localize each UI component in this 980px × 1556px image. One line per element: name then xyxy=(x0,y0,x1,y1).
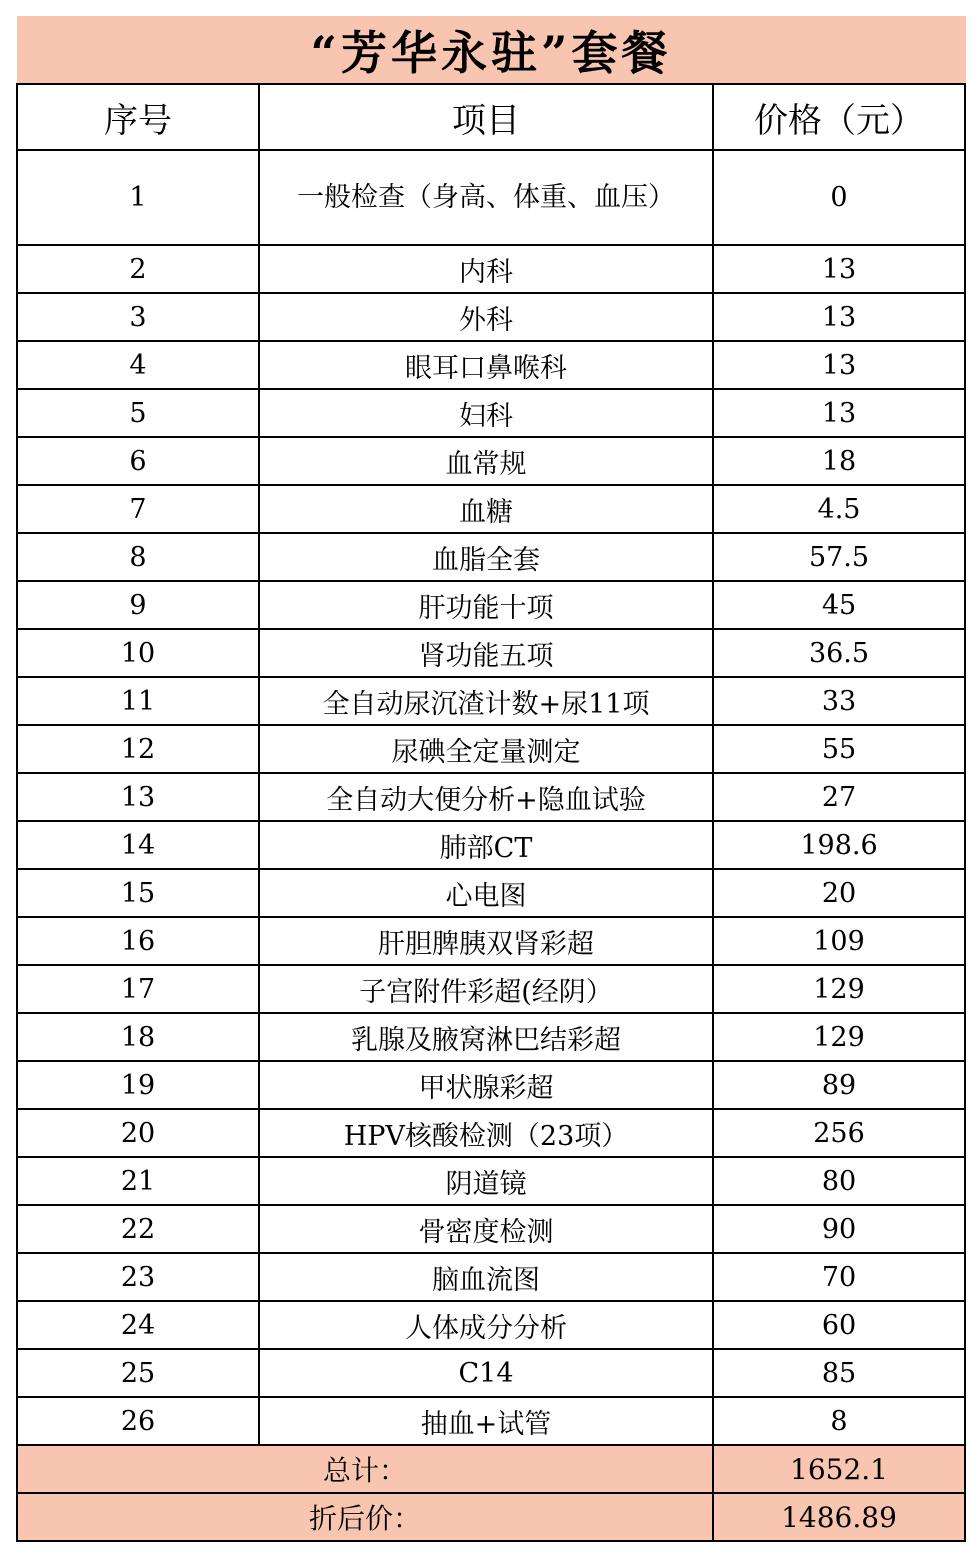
discount-value: 1486.89 xyxy=(713,1493,965,1541)
table-row xyxy=(17,293,965,341)
row-no: 25 xyxy=(17,1349,259,1397)
row-item: 妇科 xyxy=(259,389,713,437)
table-row xyxy=(17,533,965,581)
row-no: 22 xyxy=(17,1205,259,1253)
row-item: 眼耳口鼻喉科 xyxy=(259,341,713,389)
header-item: 项目 xyxy=(259,84,713,150)
row-item: 骨密度检测 xyxy=(259,1205,713,1253)
table-row xyxy=(17,1157,965,1205)
row-item: 阴道镜 xyxy=(259,1157,713,1205)
header-row xyxy=(17,84,965,150)
row-no: 18 xyxy=(17,1013,259,1061)
row-no: 13 xyxy=(17,773,259,821)
row-item: 肺部CT xyxy=(259,821,713,869)
header-price: 价格（元） xyxy=(713,84,965,150)
row-item: 肝胆脾胰双肾彩超 xyxy=(259,917,713,965)
row-price: 60 xyxy=(713,1301,965,1349)
table-row xyxy=(17,1061,965,1109)
row-item: 肾功能五项 xyxy=(259,629,713,677)
row-price: 256 xyxy=(713,1109,965,1157)
row-item: 血糖 xyxy=(259,485,713,533)
table-row xyxy=(17,677,965,725)
row-no: 6 xyxy=(17,437,259,485)
discount-label: 折后价： xyxy=(17,1493,713,1541)
title-row xyxy=(17,17,965,85)
row-price: 13 xyxy=(713,341,965,389)
row-price: 33 xyxy=(713,677,965,725)
row-price: 4.5 xyxy=(713,485,965,533)
row-item: 心电图 xyxy=(259,869,713,917)
row-price: 13 xyxy=(713,293,965,341)
row-no: 10 xyxy=(17,629,259,677)
table-row xyxy=(17,150,965,245)
row-no: 16 xyxy=(17,917,259,965)
row-no: 2 xyxy=(17,245,259,293)
row-no: 23 xyxy=(17,1253,259,1301)
row-item: 一般检查（身高、体重、血压） xyxy=(259,150,713,245)
row-price: 27 xyxy=(713,773,965,821)
row-no: 8 xyxy=(17,533,259,581)
row-no: 20 xyxy=(17,1109,259,1157)
table-row xyxy=(17,245,965,293)
table-row xyxy=(17,485,965,533)
row-item: 尿碘全定量测定 xyxy=(259,725,713,773)
row-price: 109 xyxy=(713,917,965,965)
table-row xyxy=(17,1301,965,1349)
row-item: 肝功能十项 xyxy=(259,581,713,629)
row-no: 12 xyxy=(17,725,259,773)
table-row xyxy=(17,1253,965,1301)
table-row xyxy=(17,773,965,821)
table-row xyxy=(17,437,965,485)
row-price: 0 xyxy=(713,150,965,245)
row-item: 全自动尿沉渣计数+尿11项 xyxy=(259,677,713,725)
row-item: C14 xyxy=(259,1349,713,1397)
row-item: 血脂全套 xyxy=(259,533,713,581)
row-no: 17 xyxy=(17,965,259,1013)
row-item: 人体成分分析 xyxy=(259,1301,713,1349)
discount-row xyxy=(17,1493,965,1541)
row-no: 15 xyxy=(17,869,259,917)
table-row xyxy=(17,1013,965,1061)
row-no: 14 xyxy=(17,821,259,869)
total-label: 总计： xyxy=(17,1445,713,1493)
row-price: 8 xyxy=(713,1397,965,1445)
row-no: 9 xyxy=(17,581,259,629)
row-no: 3 xyxy=(17,293,259,341)
row-no: 11 xyxy=(17,677,259,725)
total-value: 1652.1 xyxy=(713,1445,965,1493)
table-row xyxy=(17,1349,965,1397)
row-item: 全自动大便分析+隐血试验 xyxy=(259,773,713,821)
package-title: “芳华永驻”套餐 xyxy=(17,17,965,85)
table-row xyxy=(17,725,965,773)
row-price: 198.6 xyxy=(713,821,965,869)
row-price: 129 xyxy=(713,1013,965,1061)
header-no: 序号 xyxy=(17,84,259,150)
price-sheet xyxy=(16,16,964,1542)
row-price: 13 xyxy=(713,389,965,437)
row-price: 36.5 xyxy=(713,629,965,677)
table-row xyxy=(17,1397,965,1445)
table-row xyxy=(17,341,965,389)
table-row xyxy=(17,965,965,1013)
table-row xyxy=(17,869,965,917)
row-no: 26 xyxy=(17,1397,259,1445)
row-price: 89 xyxy=(713,1061,965,1109)
row-no: 19 xyxy=(17,1061,259,1109)
table-row xyxy=(17,821,965,869)
row-price: 90 xyxy=(713,1205,965,1253)
row-item: 甲状腺彩超 xyxy=(259,1061,713,1109)
total-row xyxy=(17,1445,965,1493)
row-item: 血常规 xyxy=(259,437,713,485)
table-row xyxy=(17,629,965,677)
package-table xyxy=(16,16,966,1542)
row-no: 1 xyxy=(17,150,259,245)
row-no: 24 xyxy=(17,1301,259,1349)
row-no: 7 xyxy=(17,485,259,533)
table-row xyxy=(17,389,965,437)
row-price: 80 xyxy=(713,1157,965,1205)
row-price: 20 xyxy=(713,869,965,917)
row-no: 5 xyxy=(17,389,259,437)
table-row xyxy=(17,1205,965,1253)
table-row xyxy=(17,917,965,965)
row-no: 4 xyxy=(17,341,259,389)
row-item: 内科 xyxy=(259,245,713,293)
row-price: 45 xyxy=(713,581,965,629)
row-item: 乳腺及腋窝淋巴结彩超 xyxy=(259,1013,713,1061)
row-item: 脑血流图 xyxy=(259,1253,713,1301)
row-price: 70 xyxy=(713,1253,965,1301)
row-item: 子宫附件彩超(经阴） xyxy=(259,965,713,1013)
row-item: 外科 xyxy=(259,293,713,341)
row-item: HPV核酸检测（23项） xyxy=(259,1109,713,1157)
row-price: 13 xyxy=(713,245,965,293)
row-price: 129 xyxy=(713,965,965,1013)
table-row xyxy=(17,581,965,629)
row-price: 55 xyxy=(713,725,965,773)
row-no: 21 xyxy=(17,1157,259,1205)
row-price: 57.5 xyxy=(713,533,965,581)
table-row xyxy=(17,1109,965,1157)
row-item: 抽血+试管 xyxy=(259,1397,713,1445)
row-price: 18 xyxy=(713,437,965,485)
row-price: 85 xyxy=(713,1349,965,1397)
